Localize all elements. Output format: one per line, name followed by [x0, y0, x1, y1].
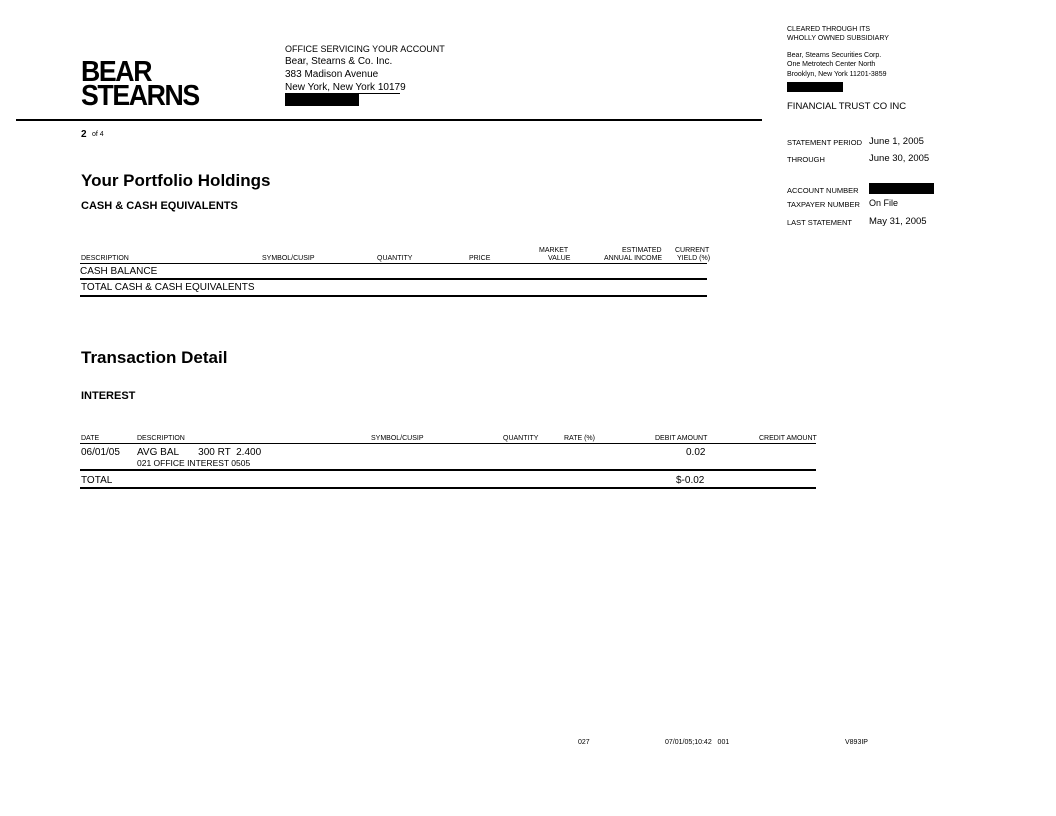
- footer-code-3: V893IP: [845, 739, 868, 746]
- col-quantity: QUANTITY: [377, 255, 413, 262]
- col-estimated-2: ANNUAL INCOME: [604, 255, 663, 262]
- cash-equivalents-heading: CASH & CASH EQUIVALENTS: [81, 200, 238, 212]
- statement-period-value: June 1, 2005: [869, 136, 924, 147]
- bear-stearns-logo: [81, 56, 199, 112]
- transaction-detail-title: Transaction Detail: [81, 348, 228, 367]
- account-number-label: ACCOUNT NUMBER: [787, 186, 859, 195]
- tx-description-1: AVG BAL 300 RT 2.400: [137, 447, 262, 458]
- col-price: PRICE: [469, 255, 491, 262]
- col-tx-quantity: QUANTITY: [503, 435, 539, 442]
- clearing-line-2: WHOLLY OWNED SUBSIDIARY: [787, 35, 889, 42]
- redacted-account-number: [869, 183, 934, 194]
- office-line-2: 383 Madison Avenue: [285, 69, 379, 80]
- interest-heading: INTEREST: [81, 390, 136, 402]
- redacted-block: [787, 82, 843, 92]
- col-market-2: VALUE: [548, 255, 571, 262]
- tx-total-label: TOTAL: [81, 475, 113, 486]
- col-debit: DEBIT AMOUNT: [655, 435, 708, 442]
- col-estimated-1: ESTIMATED: [622, 247, 662, 254]
- taxpayer-number-value: On File: [869, 198, 899, 208]
- col-tx-symbol: SYMBOL/CUSIP: [371, 435, 424, 442]
- client-name: FINANCIAL TRUST CO INC: [787, 101, 907, 112]
- taxpayer-number-label: TAXPAYER NUMBER: [787, 200, 860, 209]
- col-yield-1: CURRENT: [675, 247, 710, 254]
- col-credit: CREDIT AMOUNT: [759, 435, 817, 442]
- statement-period-label: STATEMENT PERIOD: [787, 138, 863, 147]
- office-line-1: Bear, Stearns & Co. Inc.: [285, 56, 393, 67]
- tx-row-rule: [80, 469, 816, 471]
- tx-date: 06/01/05: [81, 447, 120, 458]
- col-yield-2: YIELD (%): [677, 255, 711, 262]
- tx-total-rule: [80, 487, 816, 489]
- col-date: DATE: [81, 435, 100, 442]
- tx-description-2: 021 OFFICE INTEREST 0505: [137, 458, 251, 468]
- clearing-line-1: CLEARED THROUGH ITS: [787, 26, 871, 33]
- col-description: DESCRIPTION: [81, 255, 129, 262]
- last-statement-value: May 31, 2005: [869, 216, 927, 227]
- page-of: of 4: [92, 131, 104, 138]
- col-tx-description: DESCRIPTION: [137, 435, 185, 442]
- office-title: OFFICE SERVICING YOUR ACCOUNT: [285, 44, 445, 54]
- holdings-row-rule: [80, 278, 707, 280]
- holdings-header-rule: [80, 263, 707, 264]
- header-divider: [16, 119, 762, 121]
- col-rate: RATE (%): [564, 435, 595, 442]
- tx-debit-amount: 0.02: [686, 447, 706, 458]
- holdings-total-rule: [80, 295, 707, 297]
- clearing-addr-1: Bear, Stearns Securities Corp.: [787, 52, 882, 59]
- logo-line-2: STEARNS: [81, 80, 199, 112]
- clearing-addr-2: One Metrotech Center North: [787, 61, 876, 68]
- col-market-1: MARKET: [539, 247, 569, 254]
- through-label: THROUGH: [787, 155, 825, 164]
- through-value: June 30, 2005: [869, 153, 930, 164]
- clearing-addr-3: Brooklyn, New York 11201-3859: [787, 71, 887, 78]
- cash-balance-row: CASH BALANCE: [80, 266, 158, 277]
- col-symbol: SYMBOL/CUSIP: [262, 255, 315, 262]
- logo-line-1: BEAR: [81, 56, 152, 88]
- page-number: 2: [81, 129, 87, 140]
- footer-code-1: 027: [578, 739, 590, 746]
- holdings-total: TOTAL CASH & CASH EQUIVALENTS: [81, 282, 255, 293]
- tx-header-rule: [80, 443, 816, 444]
- last-statement-label: LAST STATEMENT: [787, 218, 853, 227]
- tx-total-value: $-0.02: [676, 475, 705, 486]
- portfolio-holdings-title: Your Portfolio Holdings: [81, 171, 271, 190]
- office-line-3: New York, New York 10179: [285, 82, 406, 93]
- footer-code-2: 07/01/05;10:42 001: [665, 739, 730, 746]
- redacted-block: [285, 93, 359, 106]
